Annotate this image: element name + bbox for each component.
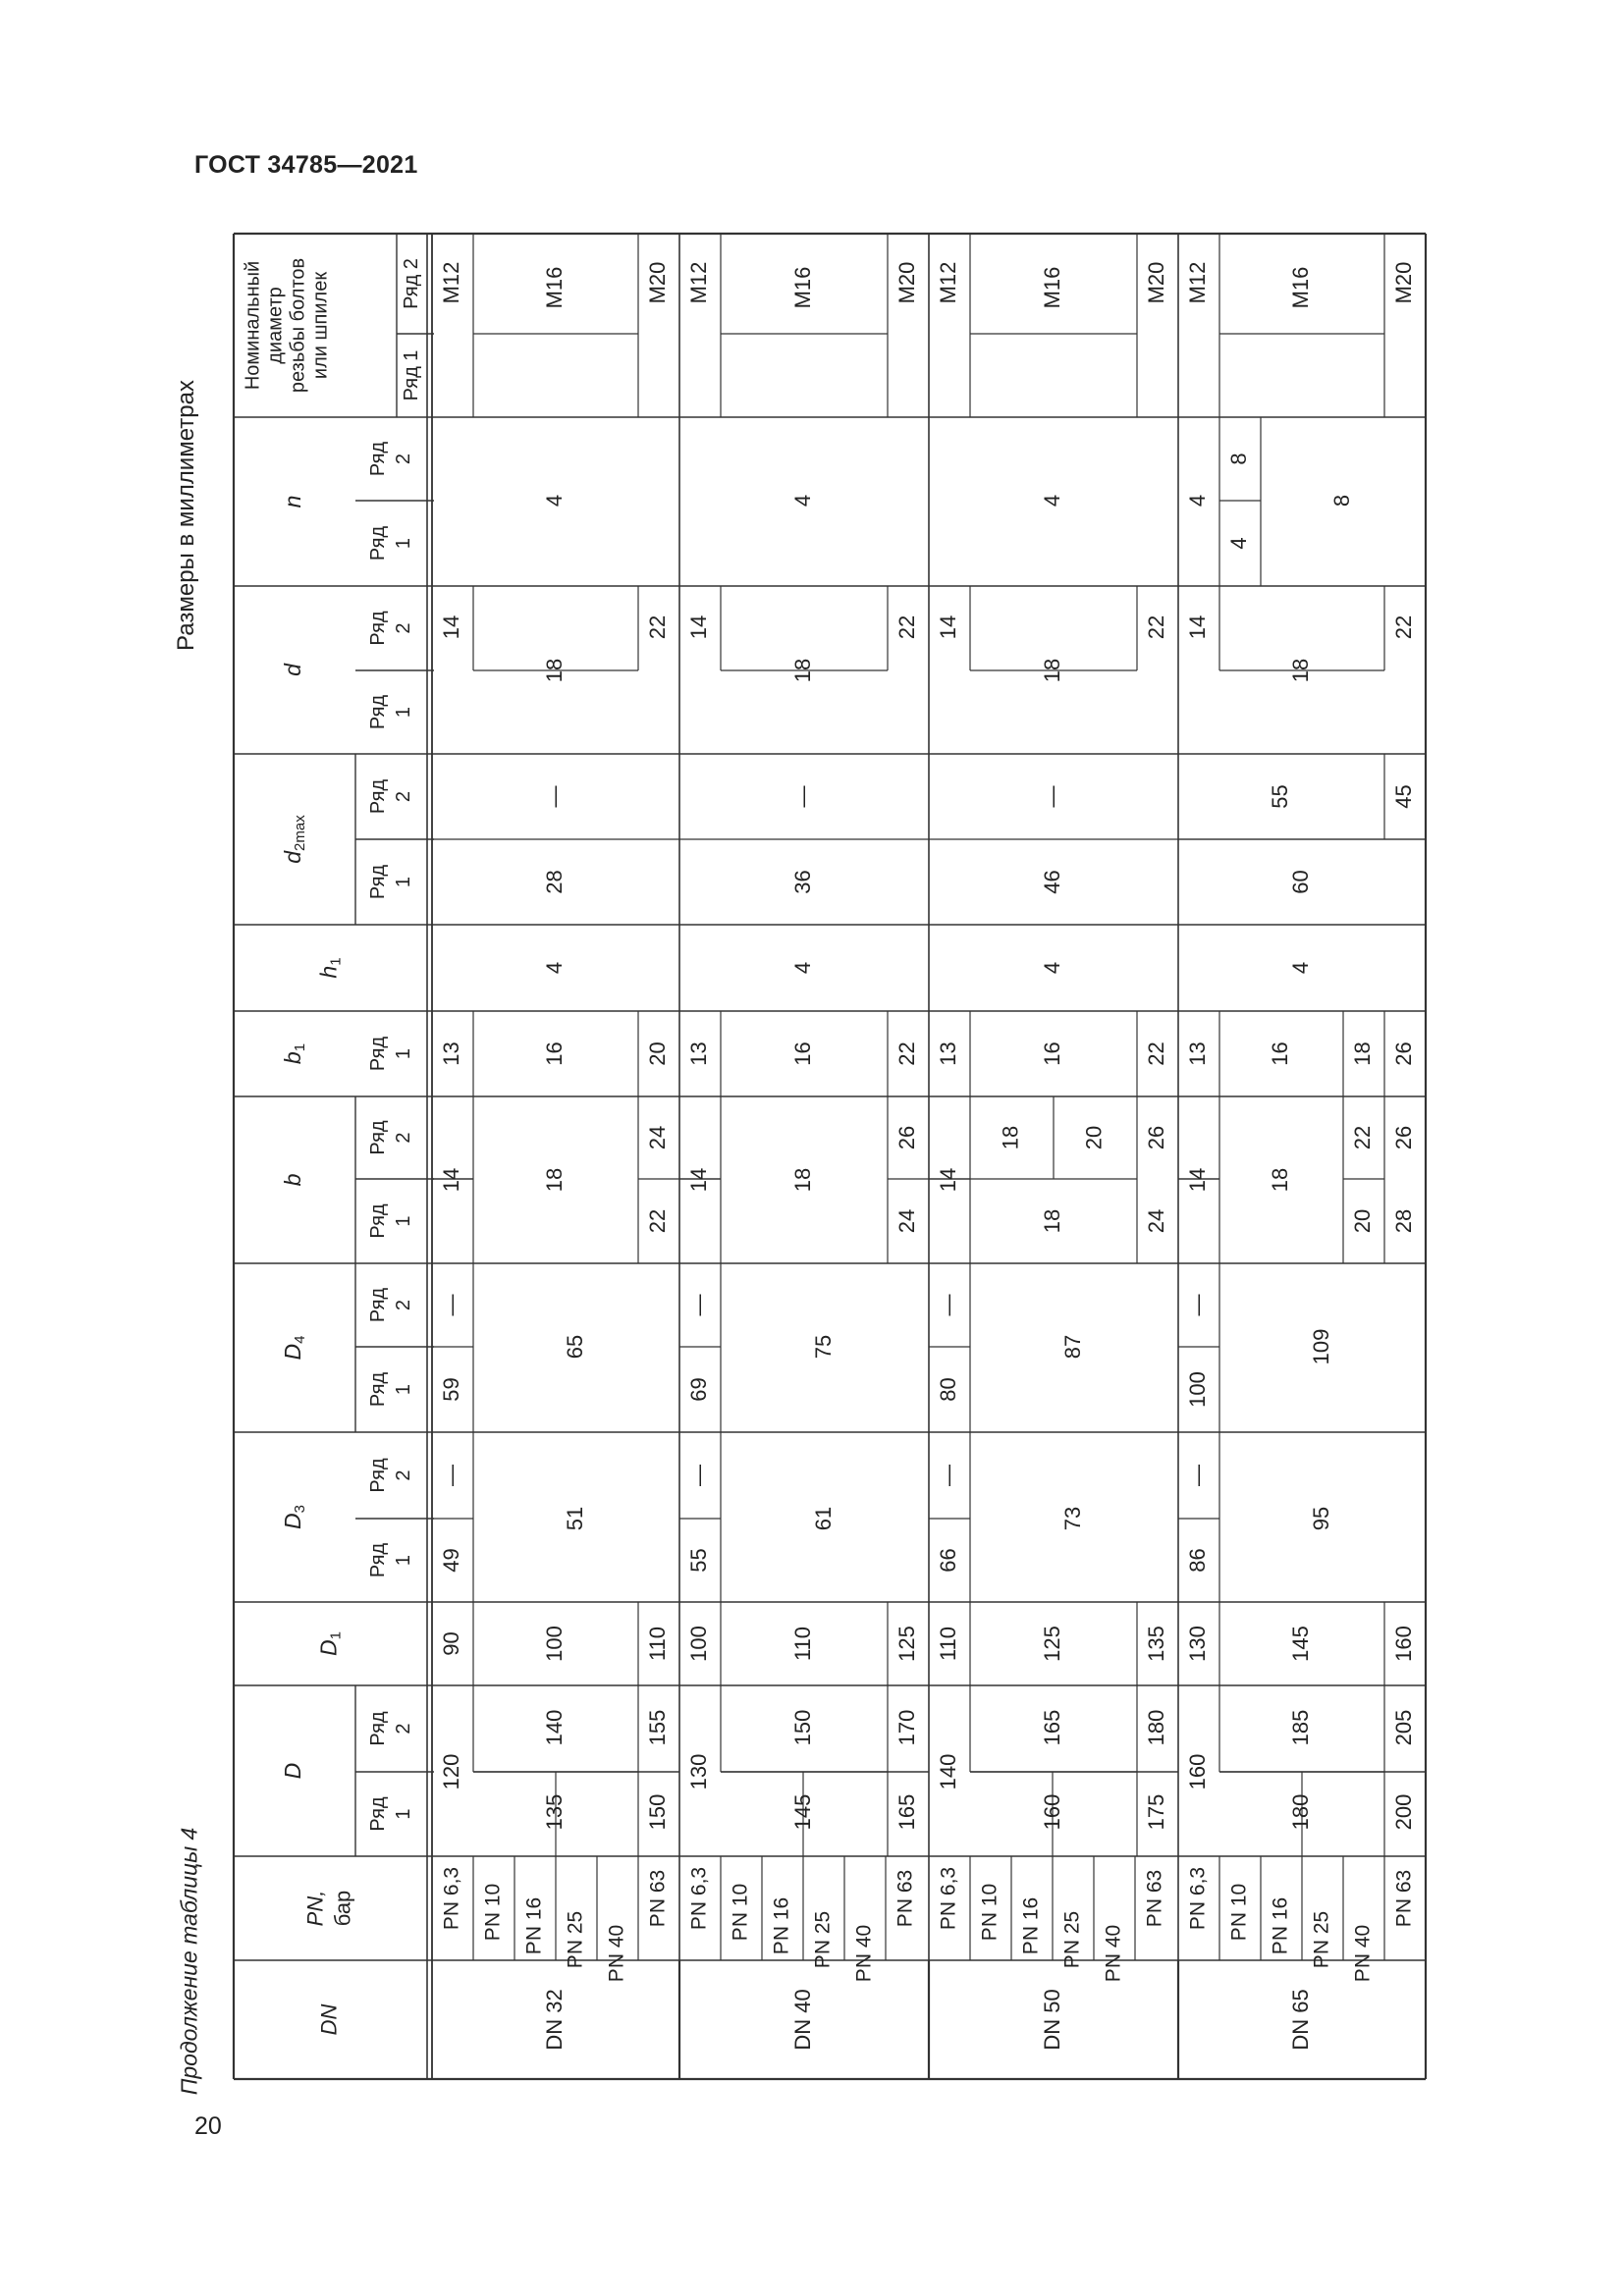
pn-cell: PN 25	[1310, 1910, 1333, 1969]
ryad-2-label: Ряд	[366, 1120, 389, 1155]
D-cell: 140	[935, 1753, 960, 1790]
pn-cell: PN 16	[770, 1896, 793, 1955]
pn-cell: PN 10	[978, 1883, 1001, 1942]
D4-cell: 59	[438, 1377, 463, 1402]
d2max-cell: 60	[1287, 870, 1313, 894]
thread-cell: M20	[1390, 261, 1416, 304]
dn-cell: DN 50	[1039, 1989, 1064, 2051]
header-pn-unit: бар	[330, 1890, 355, 1927]
n-cell: 8	[1328, 494, 1354, 507]
b1-cell: 16	[789, 1041, 815, 1066]
d2max-cell: 46	[1039, 870, 1064, 894]
D3-cell: 95	[1308, 1506, 1333, 1531]
b1-cell: 13	[685, 1041, 711, 1066]
D1-cell: 135	[1143, 1626, 1168, 1662]
header-thread: резьбы болтов	[287, 257, 309, 394]
b-cell: 18	[1267, 1167, 1292, 1193]
D3-cell: 86	[1184, 1548, 1210, 1573]
ryad-1-label: Ряд	[366, 1203, 389, 1239]
n-cell: 8	[1225, 453, 1251, 465]
header-D4: $D_4$	[280, 1335, 308, 1361]
n-cell: 4	[789, 494, 815, 507]
d-cell: 22	[1390, 614, 1416, 640]
b-cell: 22	[1349, 1125, 1375, 1150]
D1-cell: 100	[541, 1626, 567, 1662]
header-dn: DN	[316, 2003, 342, 2036]
thread-cell: M16	[1039, 266, 1064, 309]
ryad-2-label: Ряд	[366, 1711, 389, 1746]
b-cell: 24	[644, 1125, 670, 1150]
b1-cell: 16	[541, 1041, 567, 1066]
b-cell: 24	[1143, 1208, 1168, 1234]
thread-cell: M20	[644, 261, 670, 304]
header-thread: Номинальный	[242, 260, 264, 391]
d-cell: 14	[1184, 614, 1210, 640]
D1-cell: 110	[935, 1626, 960, 1662]
h1-cell: 4	[789, 961, 815, 975]
h1-cell: 4	[1039, 961, 1064, 975]
ryad-2-label: 2	[392, 1132, 414, 1144]
b1-cell: 13	[1184, 1041, 1210, 1066]
ryad-2-label: Ряд	[366, 1287, 389, 1323]
d-cell: 22	[893, 614, 919, 640]
D-cell: 180	[1287, 1793, 1313, 1831]
b-cell: 20	[1349, 1208, 1375, 1234]
pn-cell: PN 40	[605, 1924, 628, 1983]
n-cell: 4	[1039, 494, 1064, 507]
b1-cell: 20	[644, 1041, 670, 1066]
D-cell: 130	[685, 1753, 711, 1790]
D1-cell: 125	[1039, 1626, 1064, 1662]
D-cell: 155	[644, 1709, 670, 1746]
d2max-cell: 36	[789, 870, 815, 894]
D-cell: 160	[1184, 1753, 1210, 1790]
ryad-2-label: 2	[392, 1723, 414, 1735]
pn-cell: PN 6,3	[1186, 1866, 1210, 1931]
ryad-1-label: 1	[392, 537, 414, 550]
D4-cell: 65	[562, 1334, 587, 1360]
ryad-2-label: Ряд	[366, 611, 389, 646]
pn-cell: PN 10	[729, 1883, 752, 1942]
D-cell: 120	[438, 1753, 463, 1790]
b-cell: 26	[1390, 1125, 1416, 1150]
b-cell: 28	[1390, 1208, 1416, 1234]
D3-cell: —	[935, 1465, 960, 1486]
d-cell: 18	[541, 658, 567, 683]
thread-cell: M12	[438, 261, 463, 304]
thread-cell: M20	[1143, 261, 1168, 304]
n-cell: 4	[541, 494, 567, 507]
D1-cell: 110	[789, 1626, 815, 1662]
b-cell: 18	[541, 1167, 567, 1193]
continuation-note-text: Продолжение таблицы 4	[176, 1827, 202, 2096]
ryad-1-label: 1	[392, 1808, 414, 1820]
ryad-1-label: 1	[392, 1215, 414, 1227]
b-cell: 26	[1143, 1125, 1168, 1150]
d2max-cell: —	[789, 785, 815, 808]
thread-cell: M20	[893, 261, 919, 304]
ryad-1-label: Ряд	[366, 1542, 389, 1578]
n-cell: 4	[1184, 494, 1210, 507]
ryad-2-label: 2	[392, 790, 414, 803]
pn-cell: PN 6,3	[937, 1866, 960, 1931]
D3-cell: —	[1184, 1465, 1210, 1486]
header-d: d	[280, 664, 306, 676]
b-cell: 14	[438, 1167, 463, 1193]
header-b1: $b_1$	[280, 1042, 308, 1065]
D4-cell: —	[935, 1294, 960, 1316]
pn-cell: PN 25	[811, 1910, 835, 1969]
D-cell: 205	[1390, 1709, 1416, 1746]
d-cell: 18	[1287, 658, 1313, 683]
header-D1: $D_1$	[315, 1631, 345, 1656]
pn-cell: PN 16	[522, 1896, 546, 1955]
D1-cell: 100	[685, 1626, 711, 1662]
D-cell: 175	[1143, 1793, 1168, 1831]
ryad-2-label: Ряд	[366, 1458, 389, 1493]
ryad-1-label: Ряд	[366, 694, 389, 730]
header-d2max: $d_{2max}$	[280, 815, 308, 864]
b1-cell: 18	[1349, 1041, 1375, 1066]
D3-cell: 66	[935, 1548, 960, 1573]
ryad-1-label: 1	[392, 876, 414, 888]
ryad-1-label: 1	[392, 1554, 414, 1567]
thread-cell: M12	[1184, 261, 1210, 304]
D-cell: 140	[541, 1709, 567, 1746]
D1-cell: 90	[438, 1631, 463, 1656]
d2max-cell: —	[541, 785, 567, 808]
ryad-2-label: 2	[392, 1299, 414, 1311]
d-cell: 14	[685, 614, 711, 640]
header-thread: или шпилек	[309, 271, 332, 380]
pn-cell: PN 10	[481, 1883, 505, 1942]
header-h1: $h_1$	[315, 957, 345, 979]
b1-cell: 26	[1390, 1041, 1416, 1066]
ryad-2-label: 2	[392, 1469, 414, 1481]
pn-cell: PN 10	[1227, 1883, 1251, 1942]
D4-cell: 80	[935, 1377, 960, 1402]
D1-cell: 145	[1287, 1626, 1313, 1662]
D-cell: 165	[1039, 1709, 1064, 1746]
b-cell: 22	[644, 1208, 670, 1234]
D-cell: 200	[1390, 1793, 1416, 1831]
thread-cell: M16	[541, 266, 567, 309]
b1-cell: 16	[1039, 1041, 1064, 1066]
pn-cell: PN 6,3	[687, 1866, 711, 1931]
thread-cell: M12	[935, 261, 960, 304]
D3-cell: 49	[438, 1548, 463, 1573]
d-cell: 18	[789, 658, 815, 683]
D-cell: 145	[789, 1793, 815, 1831]
D4-cell: 69	[685, 1377, 711, 1402]
thread-cell: M16	[1287, 266, 1313, 309]
b-cell: 26	[893, 1125, 919, 1150]
D-cell: 185	[1287, 1709, 1313, 1746]
ryad-1-label: Ряд	[366, 525, 389, 561]
D3-cell: —	[438, 1465, 463, 1486]
ryad-2-label: Ряд	[366, 441, 389, 477]
b-cell: 14	[935, 1167, 960, 1193]
ryad-1-label: Ряд	[366, 864, 389, 900]
pn-cell: PN 63	[646, 1869, 670, 1928]
d2max-cell: 28	[541, 870, 567, 894]
b-cell: 18	[998, 1125, 1023, 1150]
d2max-cell: —	[1039, 785, 1064, 808]
pn-cell: PN 25	[1060, 1910, 1084, 1969]
d-cell: 14	[438, 614, 463, 640]
D-cell: 160	[1039, 1793, 1064, 1831]
dn-cell: DN 65	[1287, 1989, 1313, 2051]
pn-cell: PN 63	[893, 1869, 917, 1928]
D3-cell: 51	[562, 1506, 587, 1531]
ryad-1-label: 1	[392, 706, 414, 719]
D3-cell: 73	[1059, 1506, 1085, 1531]
d-cell: 22	[1143, 614, 1168, 640]
b1-cell: 16	[1267, 1041, 1292, 1066]
D3-cell: 61	[810, 1506, 836, 1531]
h1-cell: 4	[541, 961, 567, 975]
D4-cell: —	[438, 1294, 463, 1316]
ryad-2-label: 2	[392, 622, 414, 634]
b-cell: 14	[1184, 1167, 1210, 1193]
pn-cell: PN 16	[1019, 1896, 1043, 1955]
D-cell: 135	[541, 1793, 567, 1831]
D4-cell: 75	[810, 1334, 836, 1360]
D4-cell: 100	[1184, 1371, 1210, 1408]
b1-cell: 22	[893, 1041, 919, 1066]
D-cell: 150	[644, 1793, 670, 1831]
ryad-1-label: Ряд	[366, 1796, 389, 1832]
d-cell: 18	[1039, 658, 1064, 683]
n-cell: 4	[1225, 537, 1251, 550]
pn-cell: PN 40	[852, 1924, 876, 1983]
pn-cell: PN 63	[1143, 1869, 1166, 1928]
D1-cell: 125	[893, 1626, 919, 1662]
D4-cell: —	[1184, 1294, 1210, 1316]
D-cell: 170	[893, 1709, 919, 1746]
ryad-1-label: Ряд	[366, 1371, 389, 1408]
units-note-text: Размеры в миллиметрах	[173, 380, 199, 651]
pn-cell: PN 25	[564, 1910, 587, 1969]
dn-cell: DN 32	[541, 1989, 567, 2051]
d-cell: 22	[644, 614, 670, 640]
pn-cell: PN 63	[1392, 1869, 1416, 1928]
pn-cell: PN 40	[1351, 1924, 1375, 1983]
b-cell: 24	[893, 1208, 919, 1234]
b-cell: 18	[789, 1167, 815, 1193]
page-number: 20	[194, 2112, 222, 2140]
thread-cell: M16	[789, 266, 815, 309]
D3-cell: 55	[685, 1548, 711, 1573]
d-cell: 14	[935, 614, 960, 640]
header-b: b	[280, 1173, 306, 1187]
b-cell: 14	[685, 1167, 711, 1193]
b1-cell: 13	[935, 1041, 960, 1066]
D-cell: 165	[893, 1793, 919, 1831]
ryad-2-label: Ряд 2	[400, 258, 422, 309]
dn-cell: DN 40	[789, 1989, 815, 2051]
b-cell: 20	[1081, 1125, 1107, 1150]
document-header: ГОСТ 34785—2021	[194, 151, 418, 179]
header-D: D	[280, 1762, 306, 1780]
D-cell: 150	[789, 1709, 815, 1746]
D4-cell: 109	[1308, 1328, 1333, 1365]
pn-cell: PN 6,3	[440, 1866, 463, 1931]
b1-cell: 13	[438, 1041, 463, 1066]
header-thread: диаметр	[264, 287, 287, 364]
ryad-2-label: Ряд	[366, 778, 389, 815]
D-cell: 180	[1143, 1709, 1168, 1746]
header-n: n	[280, 495, 306, 508]
d2max-cell: 55	[1267, 784, 1292, 809]
d2max-cell: 45	[1390, 784, 1416, 809]
D1-cell: 130	[1184, 1626, 1210, 1662]
D3-cell: —	[685, 1465, 711, 1486]
b-cell: 18	[1039, 1208, 1064, 1234]
ryad-1-label: 1	[392, 1047, 414, 1060]
header-D3: $D_3$	[280, 1505, 308, 1529]
D4-cell: —	[685, 1294, 711, 1316]
D1-cell: 110	[644, 1626, 670, 1662]
ryad-1-label: 1	[392, 1383, 414, 1396]
D4-cell: 87	[1059, 1334, 1085, 1360]
b1-cell: 22	[1143, 1041, 1168, 1066]
ryad-1-label: Ряд 1	[400, 349, 422, 401]
thread-cell: M12	[685, 261, 711, 304]
header-pn: PN,	[302, 1890, 328, 1927]
h1-cell: 4	[1287, 961, 1313, 975]
ryad-1-label: Ряд	[366, 1036, 389, 1072]
pn-cell: PN 16	[1269, 1896, 1292, 1955]
D1-cell: 160	[1390, 1626, 1416, 1662]
ryad-2-label: 2	[392, 453, 414, 465]
pn-cell: PN 40	[1102, 1924, 1125, 1983]
